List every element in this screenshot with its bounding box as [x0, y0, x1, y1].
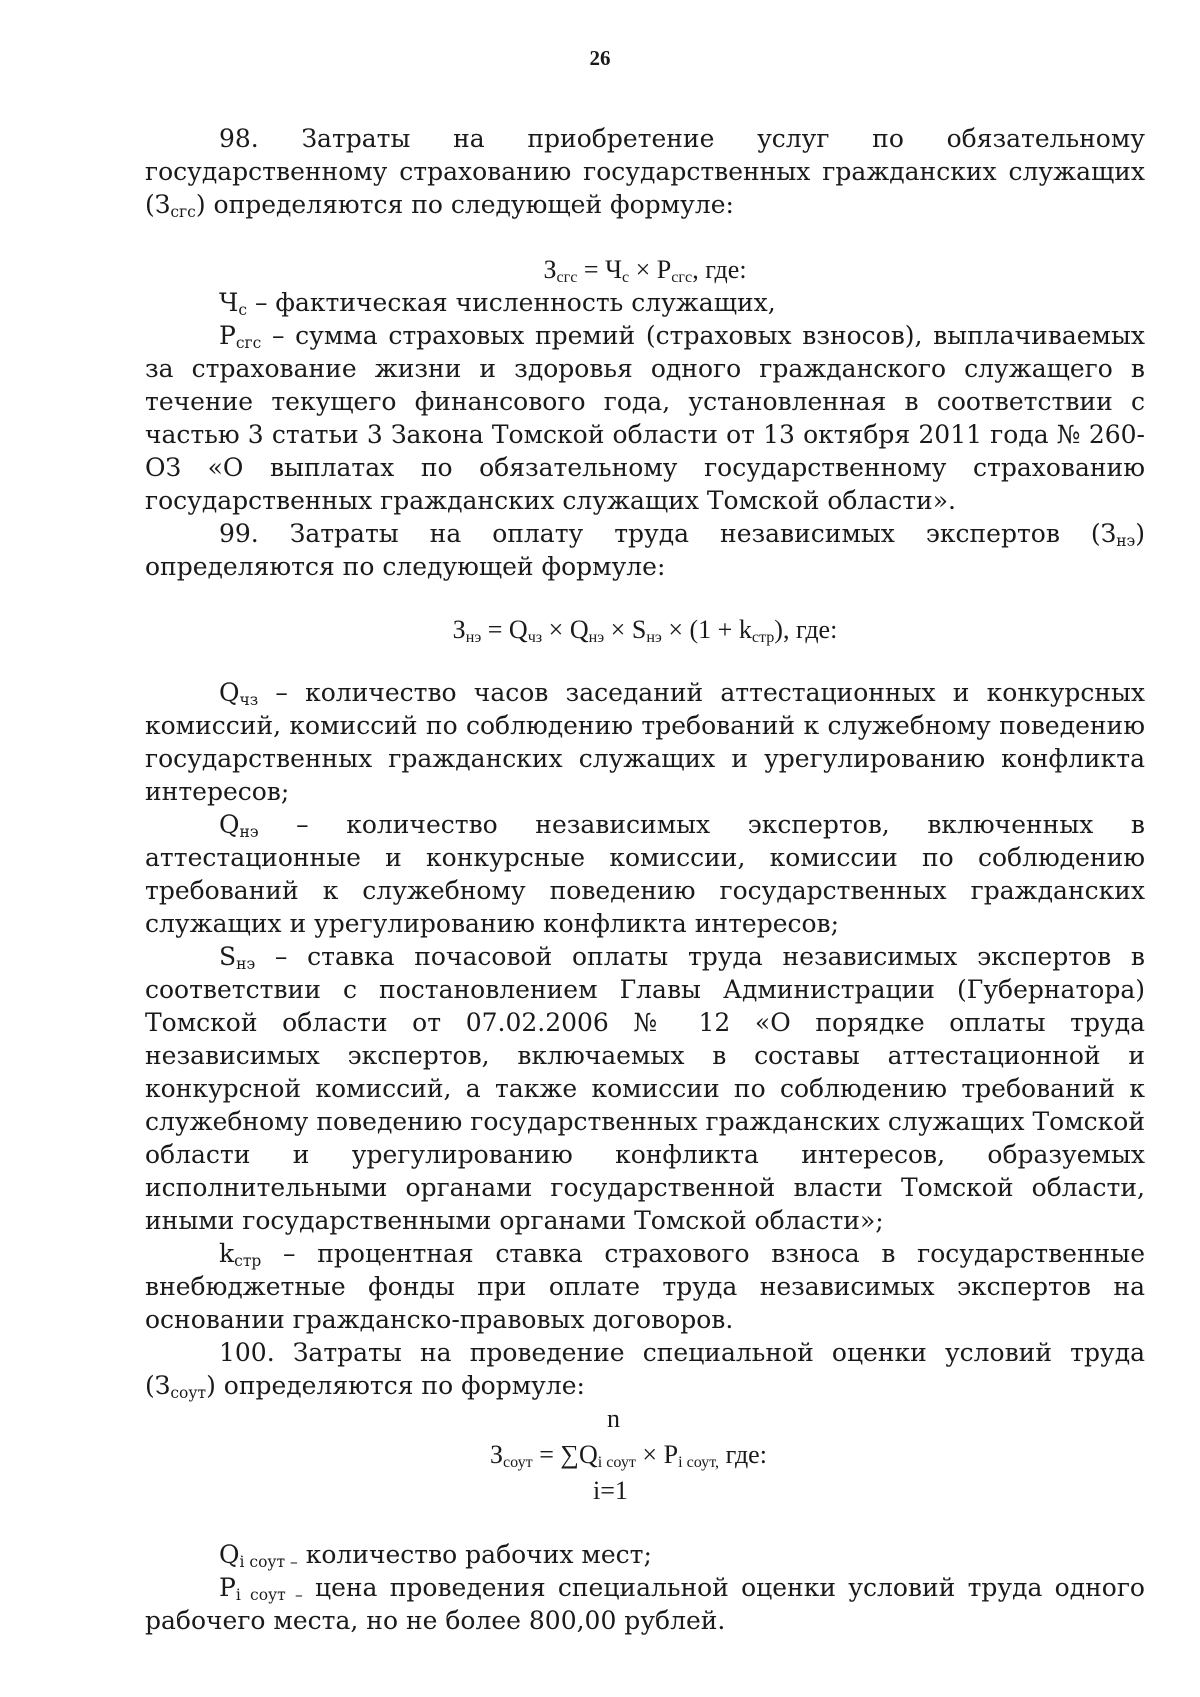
definition-q-chz: $Q_{чз}$ – количество часов заседаний аттестационных и конкурсных комиссий, комиссий по соблюдению требований к служебному поведению государственных гражданских служащих и урегулированию конфликта интересов;	[145, 678, 1145, 806]
formula-expert-cost: $З_{нэ} = Q_{чз} \times Q_{нэ} \times S_{нэ} \times (1 + k_{стр})$, где:	[452, 615, 838, 647]
definition-s-ne: $S_{нэ}$ – ставка почасовой оплаты труда независимых экспертов в соответствии с постановлением Главы Администрации (Губернатора) Томской области от 07.02.2006 № 12 «О порядке оплаты труда независимых экспертов, включаемых в составы аттестационной и конкурсной комиссий, а также комиссии по соблюдению требований к служебному поведению государственных гражданских служащих Томской области и урегулированию конфликта интересов, образуемых исполнительными органами государственной власти Томской области, иными государственными органами Томской области»;	[145, 942, 1145, 1235]
sigma-icon: ∑	[560, 1440, 579, 1469]
formula-insurance-cost: $З_{сгс} = Ч_с \times Р_{сгс}$, где:	[543, 255, 747, 287]
definition-p-i-sout: $P_{i соут -}$ цена проведения специальной оценки условий труда одного рабочего места, но не более 800,00 рублей.	[145, 1573, 1145, 1635]
document-body	[145, 122, 1145, 1637]
paragraph-99: 99. Затраты на оплату труда независимых экспертов $(З_{нэ})$ определяются по следующей формуле:	[145, 519, 1145, 581]
sum-lower-limit: i=1	[593, 1476, 628, 1505]
sum-expression: $З_{соут} = \sum Q_{i соут} \times P_{i соут,}$ где:	[490, 1440, 767, 1472]
paragraph-98: 98. Затраты на приобретение услуг по обязательному государственному страхованию государственных гражданских служащих $(З_{сгс})$ определяются по следующей формуле:	[145, 124, 1145, 221]
formula-work-conditions-cost	[145, 1402, 1145, 1512]
paragraph-100: 100. Затраты на проведение специальной оценки условий труда $(З_{соут})$ определяются по формуле:	[145, 1338, 1145, 1402]
page-number: 26	[589, 46, 611, 70]
sum-upper-limit: n	[607, 1404, 620, 1433]
definition-q-ne: $Q_{нэ}$ – количество независимых экспертов, включенных в аттестационные и конкурсные комиссии, комиссии по соблюдению требований к служебному поведению государственных гражданских служащих и урегулированию конфликта интересов;	[145, 810, 1145, 938]
definition-r-sgs: $Р_{сгс}$ – сумма страховых премий (страховых взносов), выплачиваемых за страхование жизни и здоровья одного гражданского служащего в течение текущего финансового года, установленная в соответствии с частью 3 статьи 3 Закона Томской области от 13 октября 2011 года № 260-ОЗ «О выплатах по обязательному государственному страхованию государственных гражданских служащих Томской области».	[145, 321, 1145, 515]
definition-ch-s: $Ч_с$ – фактическая численность служащих,	[219, 288, 776, 319]
definition-q-i-sout: $Q_{i соут -}$ количество рабочих мест;	[219, 1540, 652, 1571]
definition-k-str: $k_{стр}$ – процентная ставка страхового взноса в государственные внебюджетные фонды при оплате труда независимых экспертов на основании гражданско-правовых договоров.	[145, 1239, 1145, 1334]
